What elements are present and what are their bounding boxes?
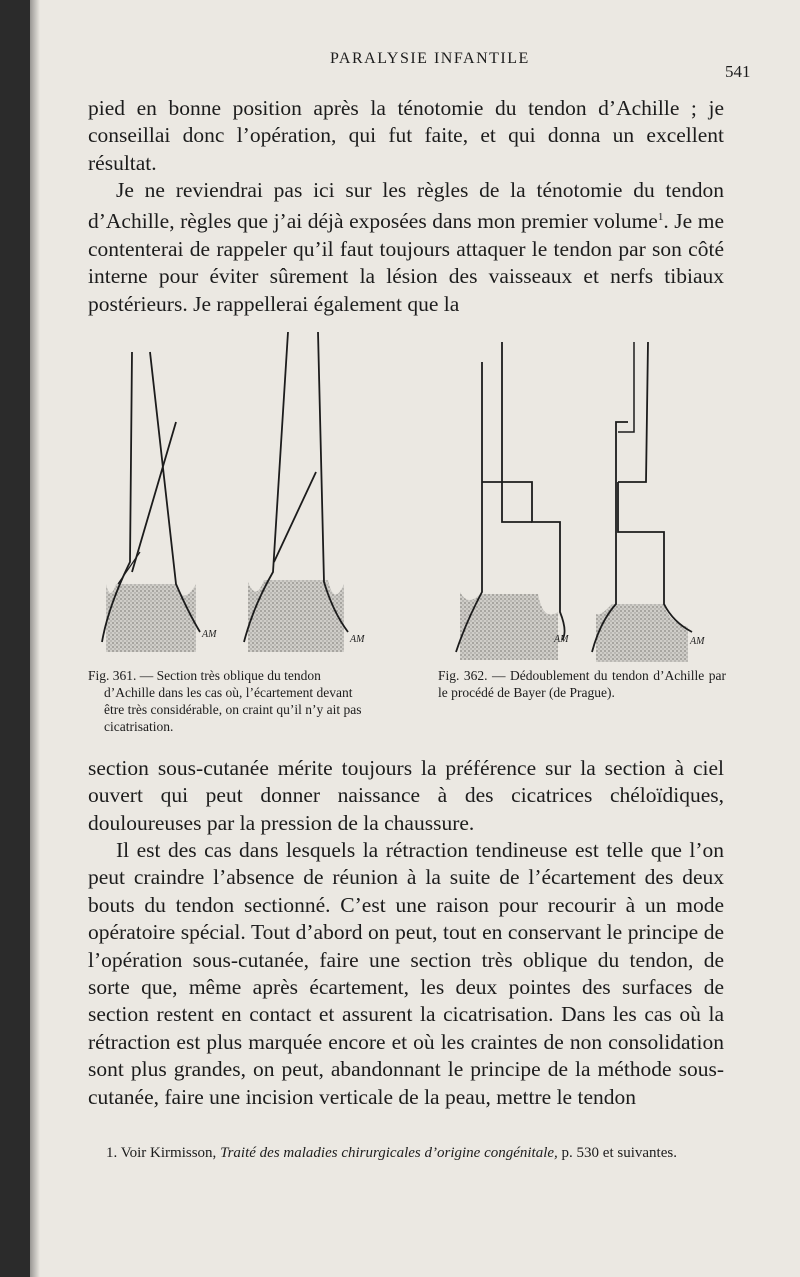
paragraph-2	[88, 177, 724, 318]
fig361-caption-rest: d’Achille dans les cas où, l’écartement devant être très considérable, on craint qu’il n’y ait pas cicatrisation.	[104, 685, 362, 734]
footnote-prefix: Voir Kirmisson,	[120, 1145, 217, 1161]
page-edge-shadow	[30, 0, 40, 1277]
fig362-right-tendon	[592, 342, 692, 662]
fig361-left-tendon	[102, 352, 200, 652]
paragraph-2-text-b: . Je me contenterai de rappeler qu’il faut toujours attaquer le tendon par son côté interne pour éviter sûrement la lésion des vaisseaux et nerfs tibiaux postérieurs. Je rappellerai également que la	[88, 209, 724, 316]
paragraph-2-text-a: Je ne reviendrai pas ici sur les règles de la ténotomie du tendon d’Achille, règles que j’ai déjà exposées dans mon premier volume	[88, 178, 724, 234]
paragraph-3: section sous-cutanée mérite toujours la préférence sur la section à ciel ouvert qui peut donner naissance à des cicatrices chéloïdiques, douloureuses par la pression de la chaussure.	[88, 756, 724, 835]
fig362-left-tendon	[456, 342, 565, 660]
fig362-signature: AM	[554, 634, 569, 645]
page-number: 541	[725, 62, 751, 81]
fig362-signature-2: AM	[690, 636, 705, 647]
fig361-right-tendon	[244, 332, 348, 652]
footnote-title: Traité des maladies chirurgicales d’origine congénitale,	[220, 1145, 558, 1161]
footnote-number: 1.	[106, 1145, 118, 1161]
footnote-ref: 1	[657, 211, 664, 224]
fig361-signature: AM	[202, 629, 217, 640]
footnote	[88, 1144, 724, 1163]
figures-361-362	[88, 322, 724, 668]
fig361-signature-2: AM	[350, 634, 365, 645]
fig362-caption: Fig. 362. — Dédoublement du tendon d’Achille par le procédé de Bayer (de Prague).	[438, 668, 726, 700]
footnote-suffix: p. 530 et suivantes.	[561, 1145, 677, 1161]
paragraph-1: pied en bonne position après la ténotomie du tendon d’Achille ; je conseillai donc l’opération, qui fut faite, et qui donna un excellent résultat.	[88, 96, 724, 175]
fig361-caption	[88, 667, 370, 735]
paragraph-4: Il est des cas dans lesquels la rétraction tendineuse est telle que l’on peut craindre l’absence de réunion à la suite de l’écartement des deux bouts du tendon sectionné. C’est une raison pour recourir à un mode opératoire spécial. Tout d’abord on peut, tout en conservant le principe de l’opération sous-cutanée, faire une section très oblique du tendon, de sorte que, même après écartement, les deux pointes des surfaces de section restent en contact et assurent la cicatrisation. Dans les cas où la rétraction est plus marquée encore et où les craintes de non consolidation sont plus grandes, on peut, abandonnant le principe de la méthode sous-cutanée, faire une incision verticale de la peau, mettre le tendon	[88, 838, 724, 1109]
running-title: PARALYSIE INFANTILE	[330, 50, 530, 67]
book-page	[30, 0, 800, 1277]
fig361-caption-line1: Fig. 361. — Section très oblique du tendon	[88, 668, 321, 683]
